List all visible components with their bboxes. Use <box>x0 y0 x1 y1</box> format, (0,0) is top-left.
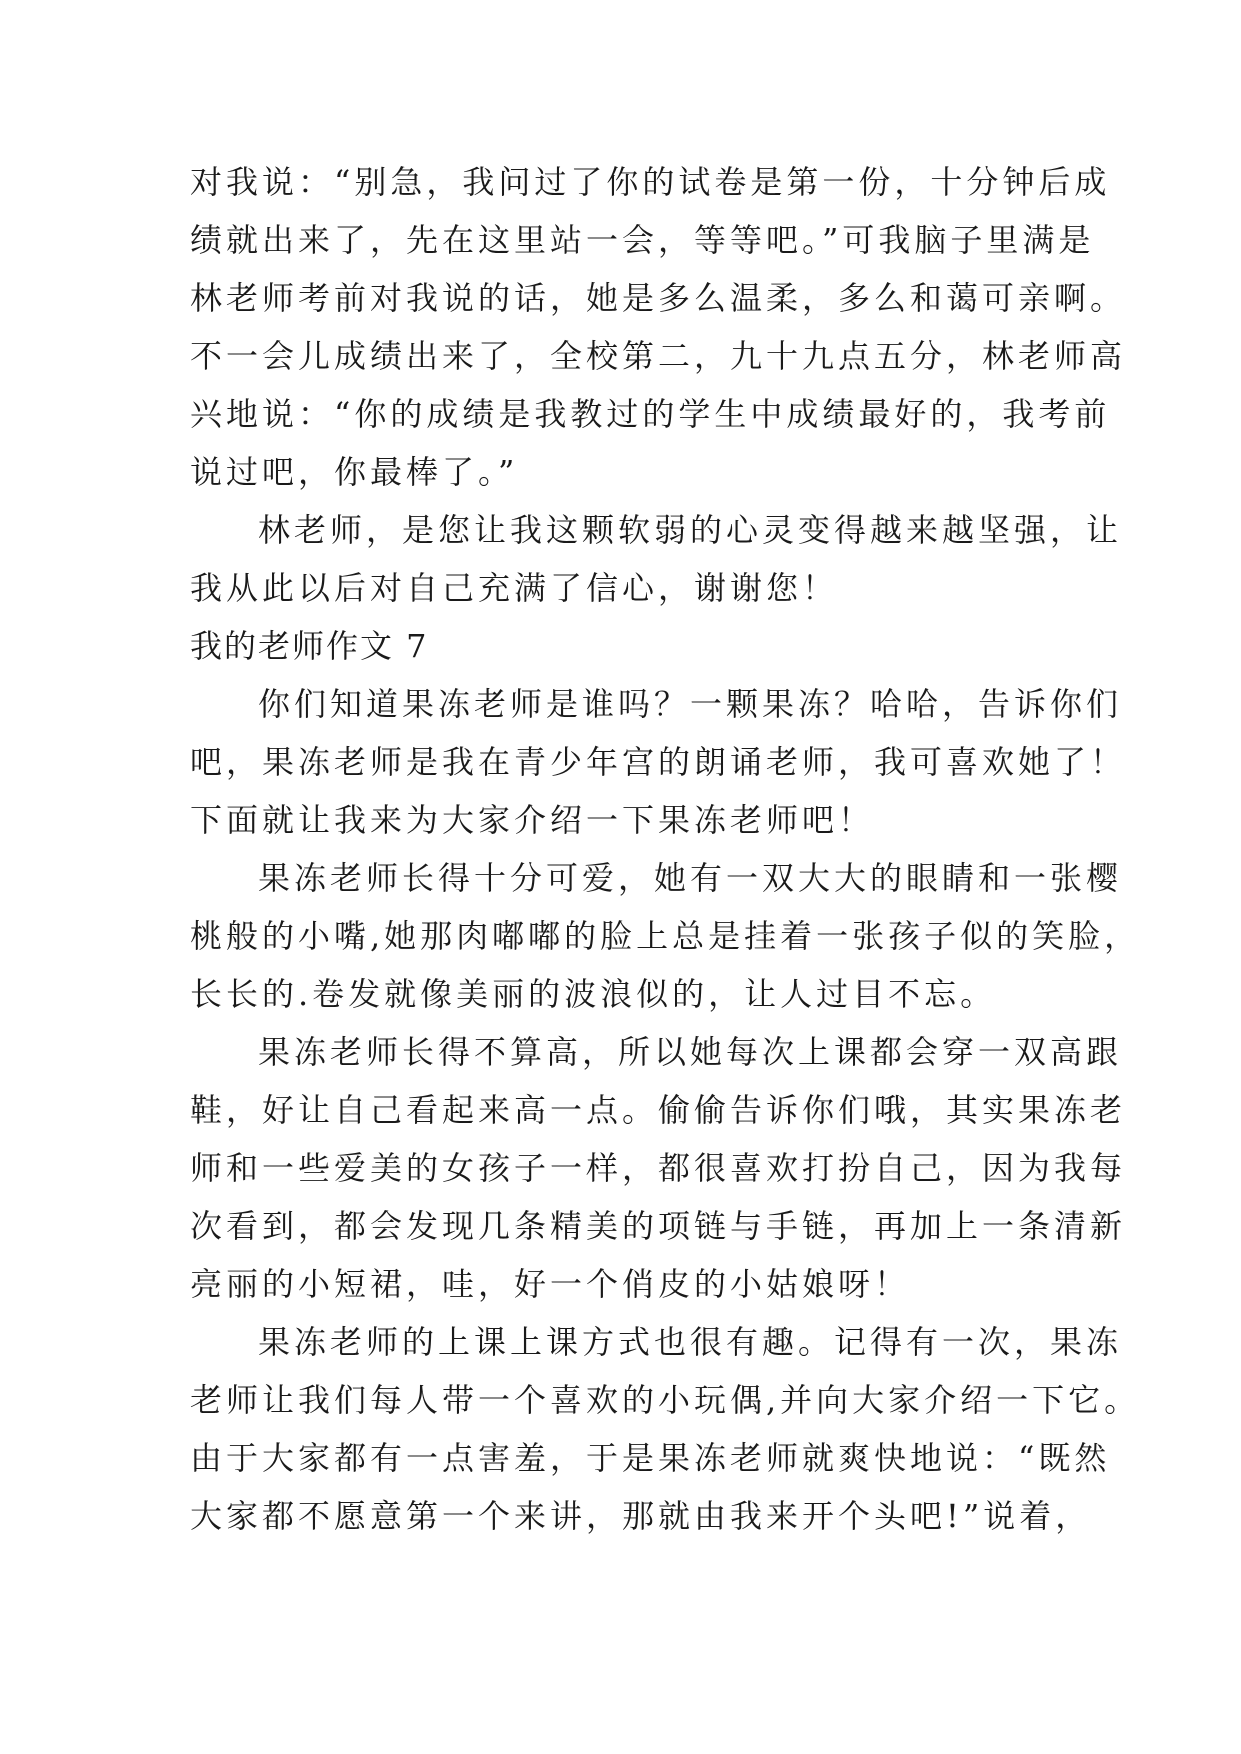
text-line: 老师让我们每人带一个喜欢的小玩偶,并向大家介绍一下它。 <box>190 1381 1141 1419</box>
text-line: 不一会儿成绩出来了，全校第二，九十九点五分，林老师高 <box>190 337 1127 375</box>
text-line: 你们知道果冻老师是谁吗？一颗果冻？哈哈，告诉你们 <box>258 685 1123 723</box>
text-line: 林老师考前对我说的话，她是多么温柔，多么和蔼可亲啊。 <box>190 279 1127 317</box>
text-line: 对我说：“别急，我问过了你的试卷是第一份，十分钟后成 <box>190 163 1111 201</box>
text-line: 说过吧，你最棒了。” <box>190 453 519 491</box>
text-line: 果冻老师长得不算高，所以她每次上课都会穿一双高跟 <box>258 1033 1123 1071</box>
text-line: 兴地说：“你的成绩是我教过的学生中成绩最好的，我考前 <box>190 395 1111 433</box>
text-line: 鞋，好让自己看起来高一点。偷偷告诉你们哦，其实果冻老 <box>190 1091 1127 1129</box>
text-line: 下面就让我来为大家介绍一下果冻老师吧！ <box>190 801 875 839</box>
text-line: 长长的.卷发就像美丽的波浪似的，让人过目不忘。 <box>190 975 997 1013</box>
text-line: 师和一些爱美的女孩子一样，都很喜欢打扮自己，因为我每 <box>190 1149 1127 1187</box>
text-line: 林老师，是您让我这颗软弱的心灵变得越来越坚强，让 <box>258 511 1123 549</box>
text-line: 绩就出来了，先在这里站一会，等等吧。”可我脑子里满是 <box>190 221 1095 259</box>
text-line: 次看到，都会发现几条精美的项链与手链，再加上一条清新 <box>190 1207 1127 1245</box>
text-line: 吧，果冻老师是我在青少年宫的朗诵老师，我可喜欢她了！ <box>190 743 1127 781</box>
text-line: 由于大家都有一点害羞，于是果冻老师就爽快地说：“既然 <box>190 1439 1111 1477</box>
text-line: 果冻老师长得十分可爱，她有一双大大的眼睛和一张樱 <box>258 859 1123 897</box>
text-line: 桃般的小嘴,她那肉嘟嘟的脸上总是挂着一张孩子似的笑脸， <box>190 917 1141 955</box>
text-line: 大家都不愿意第一个来讲，那就由我来开个头吧!”说着， <box>190 1497 1092 1535</box>
text-line: 亮丽的小短裙，哇，好一个俏皮的小姑娘呀！ <box>190 1265 911 1303</box>
text-line: 我从此以后对自己充满了信心，谢谢您！ <box>190 569 839 607</box>
section-heading: 我的老师作文 7 <box>190 627 429 665</box>
text-line: 果冻老师的上课上课方式也很有趣。记得有一次，果冻 <box>258 1323 1123 1361</box>
document-body <box>190 153 1141 1545</box>
